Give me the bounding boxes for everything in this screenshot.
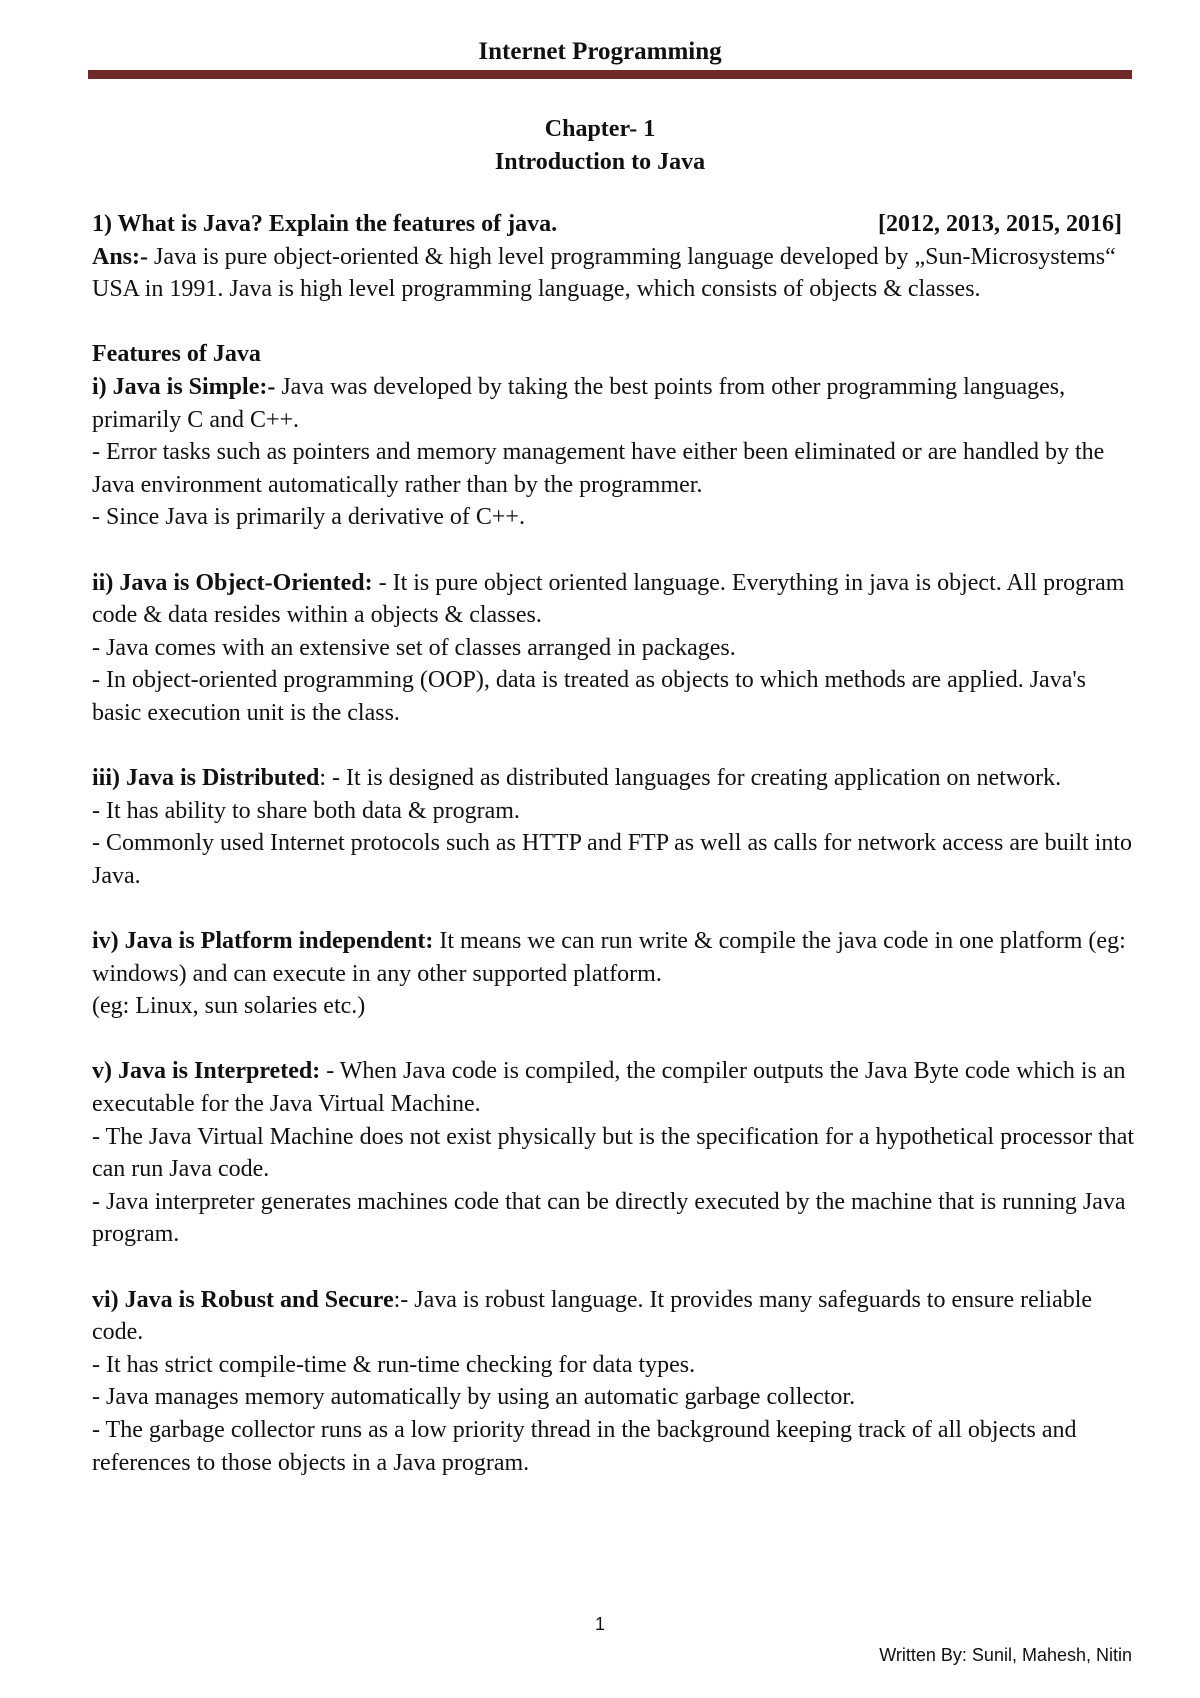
page-number: 1 — [594, 1614, 605, 1634]
footer-credit: Written By: Sunil, Mahesh, Nitin — [879, 1645, 1132, 1665]
feature-label: vi) Java is Robust and Secure — [92, 1286, 394, 1313]
feature-point: - It has strict compile-time & run-time checking for data types. — [92, 1351, 696, 1378]
feature-point: - The Java Virtual Machine does not exist physically but is the specification for a hypothetical processor that can run Java code. — [92, 1123, 1135, 1183]
spacer — [92, 730, 1140, 763]
feature-point: - It has ability to share both data & program. — [92, 797, 520, 824]
feature-distributed — [92, 762, 1140, 795]
question-text: 1) What is Java? Explain the features of java. — [92, 211, 558, 237]
feature-intro: It means we can run write & compile the java code in one platform (eg: windows) and can execute in any other supported platform. — [92, 928, 1126, 987]
feature-point: - Java comes with an extensive set of classes arranged in packages. — [92, 634, 736, 661]
feature-label: iii) Java is Distributed — [92, 765, 320, 792]
spacer — [92, 1251, 1140, 1284]
feature-interpreted — [92, 1055, 1140, 1120]
feature-label: iv) Java is Platform independent: — [92, 928, 434, 955]
feature-point: - The garbage collector runs as a low priority thread in the background keeping track of all objects and references to those objects in a Java program. — [92, 1416, 1077, 1476]
feature-intro: Java was developed by taking the best points from other programming languages, primarily C and C++. — [92, 373, 1066, 433]
answer-paragraph — [92, 241, 1140, 306]
chapter-title: Introduction to Java — [494, 149, 706, 175]
answer-label: Ans:- — [92, 243, 149, 270]
feature-label: ii) Java is Object-Oriented: — [92, 569, 373, 596]
feature-intro: - It is pure object oriented language. Everything in java is object. All program code & data resides within a objects & classes. — [92, 569, 1125, 629]
feature-label: i) Java is Simple:- — [92, 373, 276, 400]
question-years: [2012, 2013, 2015, 2016] — [878, 211, 1122, 237]
question-line — [92, 208, 1140, 241]
feature-point: - In object-oriented programming (OOP), data is treated as objects to which methods are applied. Java's basic execution unit is the class. — [92, 667, 1087, 726]
spacer — [92, 1023, 1140, 1056]
spacer — [92, 534, 1140, 567]
feature-simple — [92, 371, 1140, 436]
document-body — [92, 208, 1140, 1479]
chapter-number: Chapter- 1 — [544, 116, 656, 142]
feature-point: - Since Java is primarily a derivative of C++. — [92, 504, 525, 531]
answer-text: Java is pure object-oriented & high level programming language developed by „Sun-Microsystems“ USA in 1991. Java is high level programming language, which consists of objects & classes. — [92, 243, 1116, 303]
feature-intro: : - It is designed as distributed languages for creating application on network. — [319, 765, 1062, 792]
features-heading-text: Features of Java — [92, 341, 261, 368]
feature-point: - Java manages memory automatically by using an automatic garbage collector. — [92, 1384, 856, 1411]
spacer — [92, 892, 1140, 925]
chapter-heading — [0, 113, 1200, 179]
feature-point: - Error tasks such as pointers and memory management have either been eliminated or are handled by the Java environment automatically rather than by the programmer. — [92, 439, 1105, 498]
spacer — [92, 306, 1140, 339]
feature-intro: - When Java code is compiled, the compiler outputs the Java Byte code which is an executable for the Java Virtual Machine. — [92, 1058, 1126, 1118]
feature-label: v) Java is Interpreted: — [92, 1058, 321, 1085]
feature-point: - Commonly used Internet protocols such as HTTP and FTP as well as calls for network access are built into Java. — [92, 830, 1132, 889]
features-heading — [92, 338, 1140, 371]
header-divider — [88, 70, 1132, 79]
feature-point: - Java interpreter generates machines code that can be directly executed by the machine that is running Java program. — [92, 1188, 1126, 1248]
feature-object-oriented — [92, 567, 1140, 632]
feature-platform-independent — [92, 925, 1140, 990]
page-header-title: Internet Programming — [478, 38, 722, 65]
feature-robust-secure — [92, 1284, 1140, 1349]
feature-intro: :- Java is robust language. It provides many safeguards to ensure reliable code. — [92, 1286, 1093, 1346]
feature-point: (eg: Linux, sun solaries etc.) — [92, 993, 366, 1020]
